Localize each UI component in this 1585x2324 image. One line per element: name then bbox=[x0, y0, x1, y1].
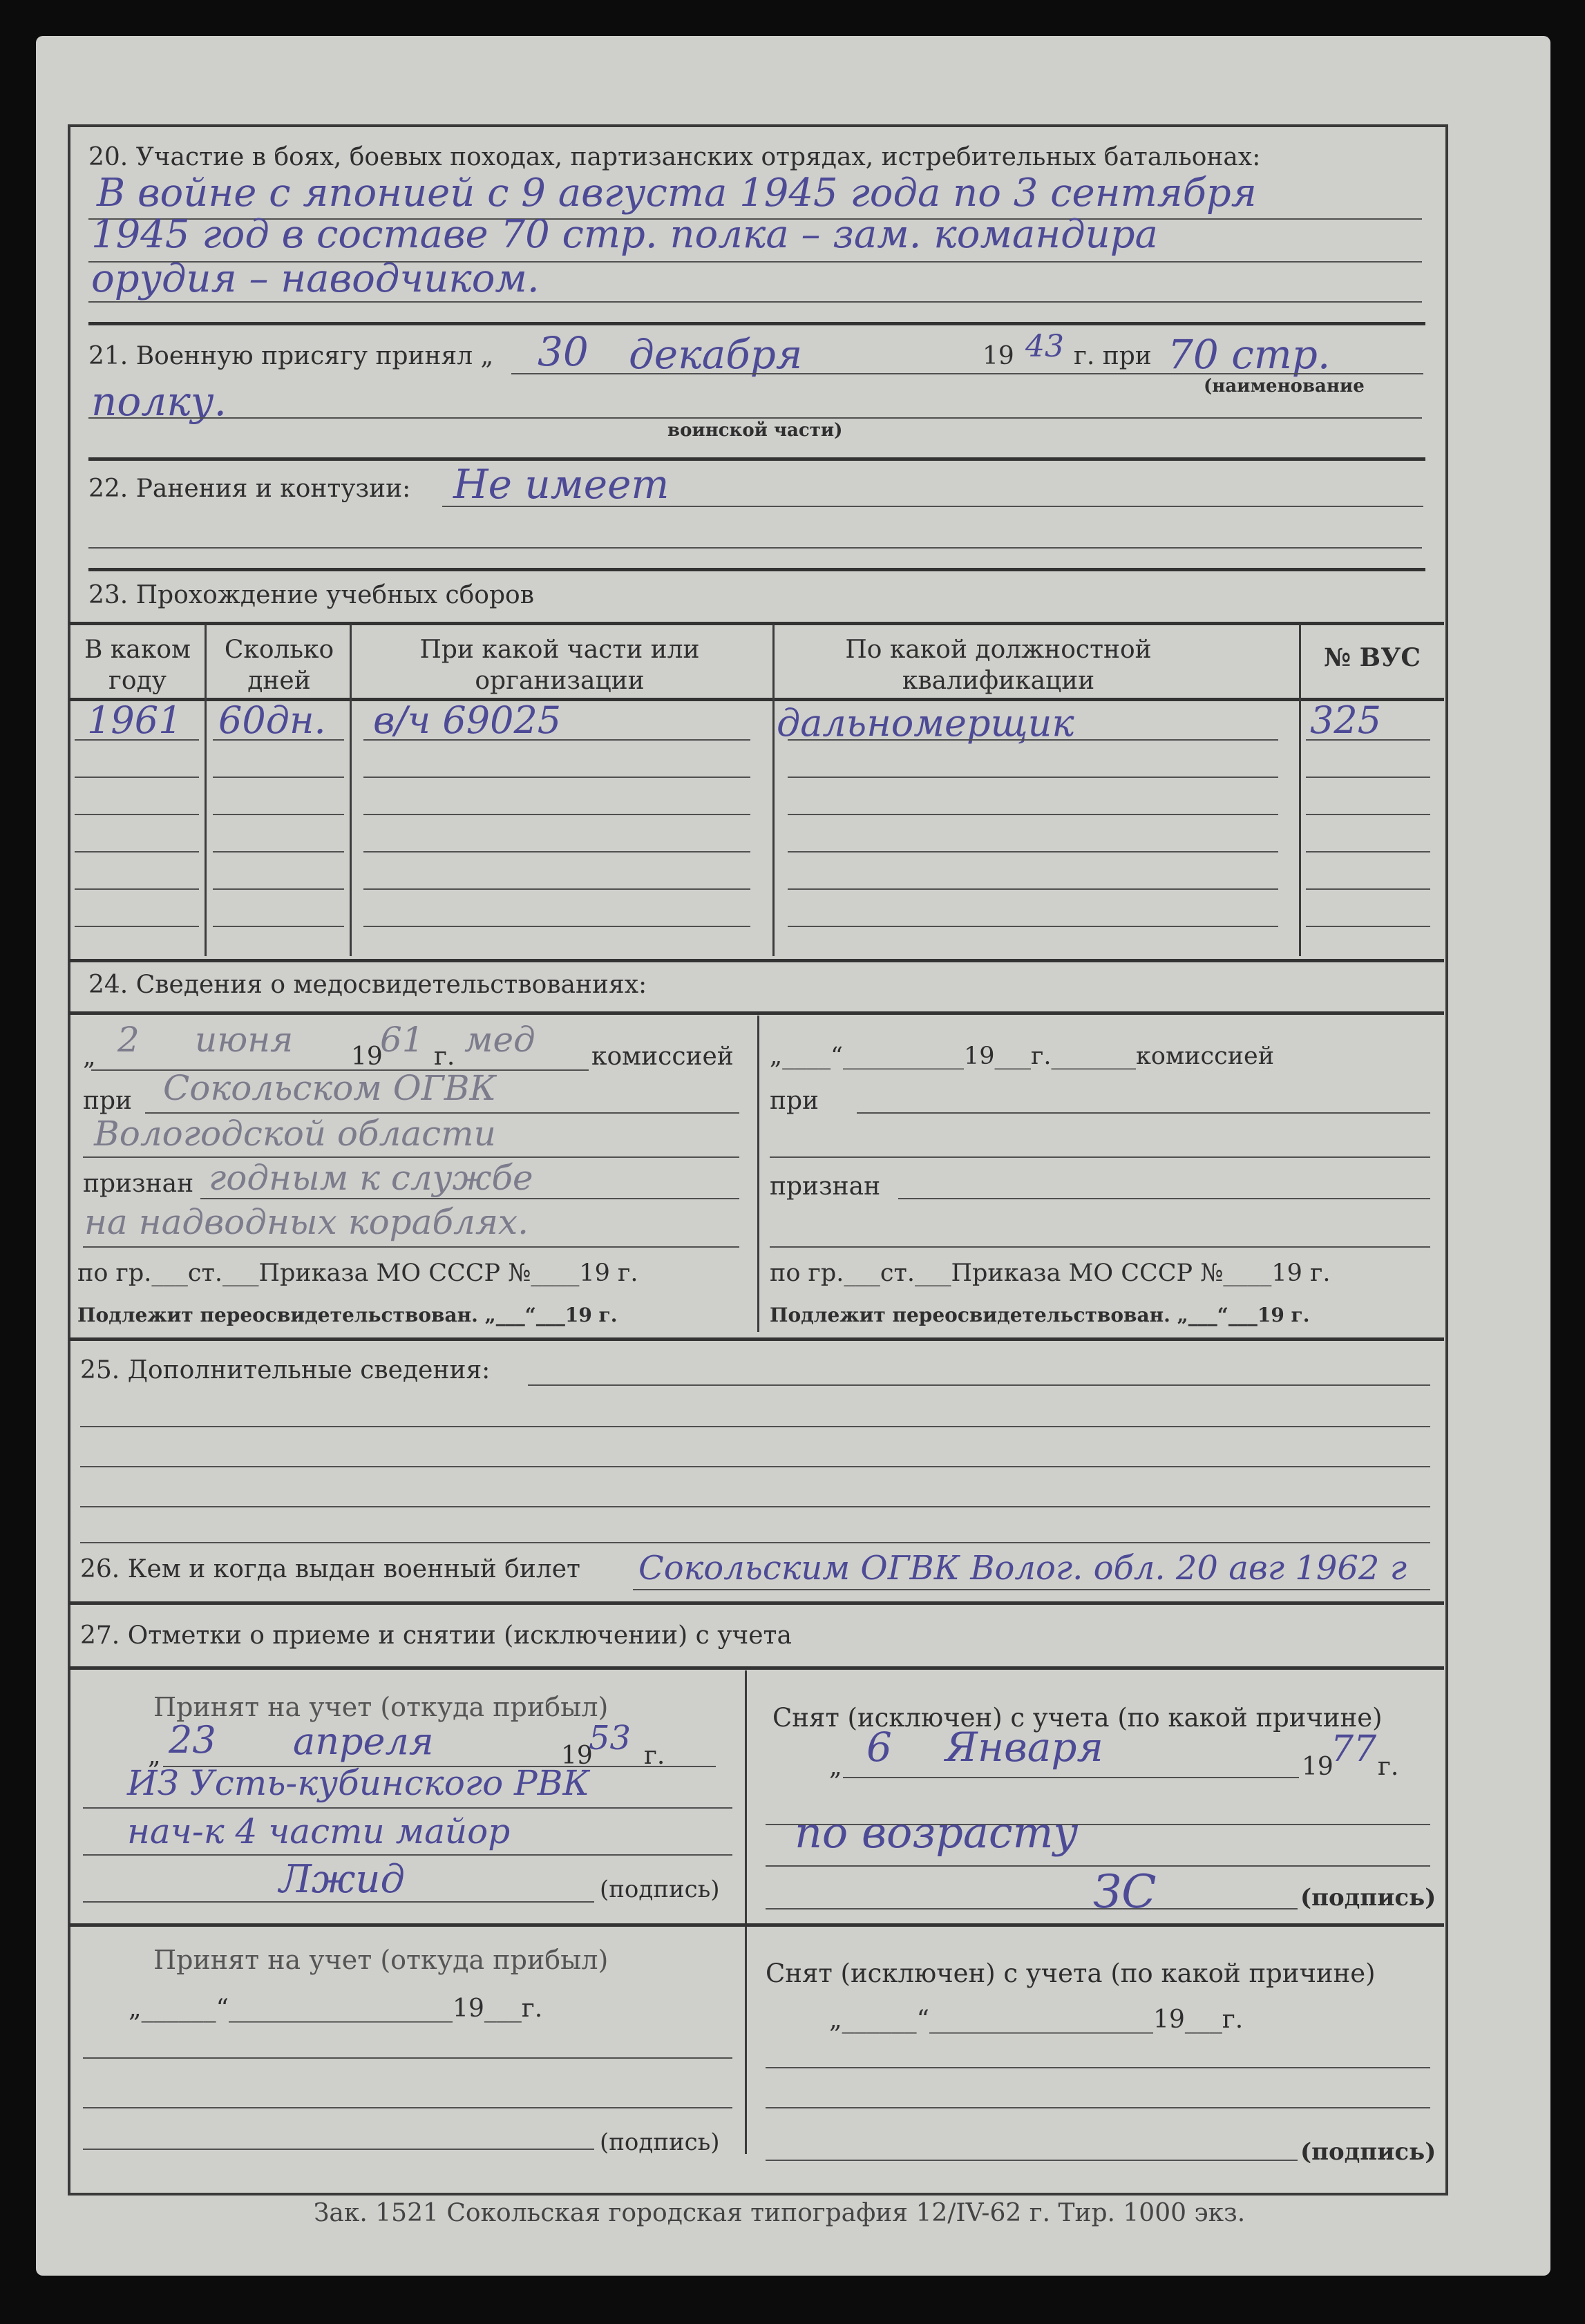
rule bbox=[80, 1426, 1430, 1427]
s23-col-year: В каком году bbox=[84, 636, 191, 695]
s27-rem1-day: 6 bbox=[866, 1724, 892, 1771]
s27-acc1-sig: Лжид bbox=[279, 1857, 405, 1902]
s27-acc1-day: 23 bbox=[169, 1718, 216, 1762]
s26-label: 26. Кем и когда выдан военный билет bbox=[80, 1555, 580, 1583]
rule bbox=[442, 506, 1423, 507]
rule bbox=[363, 739, 750, 741]
s27-rem1-month: Января bbox=[945, 1724, 1103, 1771]
col-divider bbox=[1299, 625, 1301, 956]
s21-g-pri: г. при bbox=[1074, 342, 1152, 370]
s24-left-day: 2 bbox=[117, 1020, 140, 1060]
s24-right-podlezhit: Подлежит переосвидетельствован. „___“___19 г. bbox=[770, 1304, 1310, 1326]
s27-rem1-g: г. bbox=[1378, 1753, 1399, 1781]
s24-label: 24. Сведения о медосвидетельствованиях: bbox=[88, 971, 647, 999]
rule bbox=[1306, 739, 1430, 741]
rule bbox=[88, 301, 1422, 303]
s24-left-priznan-val1: годным к службе bbox=[209, 1158, 533, 1198]
rule bbox=[857, 1112, 1430, 1114]
s23-col-days: Сколько дней bbox=[224, 636, 334, 695]
section-divider bbox=[69, 1923, 1444, 1927]
s27-acc1-line2: нач-к 4 части майор bbox=[127, 1811, 511, 1851]
s27-rem2-header: Снят (исключен) с учета (по какой причине) bbox=[766, 1959, 1376, 1988]
rule bbox=[770, 1246, 1430, 1248]
s21-label: 21. Военную присягу принял „ bbox=[88, 342, 494, 370]
rule bbox=[788, 926, 1278, 927]
s27-acc1-header: Принят на учет (откуда прибыл) bbox=[153, 1692, 609, 1722]
s20-line2: 1945 год в составе 70 стр. полка – зам. командира bbox=[91, 212, 1158, 257]
rule bbox=[1306, 777, 1430, 778]
col-divider bbox=[745, 1670, 747, 2154]
quote-mark: „ bbox=[83, 1042, 96, 1071]
s21-unit1: 70 стр. bbox=[1168, 331, 1331, 378]
rule bbox=[75, 851, 199, 853]
s20-line3: орудия – наводчиком. bbox=[91, 256, 540, 301]
s27-acc2-date: „______“__________________19___г. bbox=[129, 1994, 543, 2023]
s27-acc1-podpis: (подпись) bbox=[600, 1876, 720, 1903]
s24-right-line1: „____“__________19___г._______комиссией bbox=[770, 1042, 1275, 1070]
rule bbox=[788, 814, 1278, 815]
section-divider bbox=[88, 457, 1425, 461]
rule bbox=[633, 1589, 1430, 1590]
rule bbox=[213, 926, 344, 927]
s24-right-pri: при bbox=[770, 1087, 819, 1115]
rule bbox=[80, 1506, 1430, 1507]
s24-left-komissiey: комиссией bbox=[591, 1042, 734, 1071]
rule bbox=[75, 739, 199, 741]
s24-left-pri-val2: Вологодской области bbox=[94, 1114, 496, 1154]
s23-col-unit: При какой части или организации bbox=[419, 636, 700, 695]
rule bbox=[1306, 888, 1430, 890]
section-divider bbox=[69, 1011, 1444, 1015]
section-divider bbox=[69, 1666, 1444, 1670]
col-divider bbox=[205, 625, 207, 956]
quote-mark: „ bbox=[148, 1742, 161, 1770]
rule bbox=[788, 739, 1278, 741]
rule bbox=[766, 1908, 1298, 1909]
s20-label: 20. Участие в боях, боевых походах, партизанских отрядах, истребительных батальонах: bbox=[88, 143, 1261, 171]
s27-rem1-year: 77 bbox=[1331, 1728, 1377, 1770]
rule bbox=[83, 1854, 732, 1856]
s27-rem1-sig: ЗС bbox=[1093, 1865, 1157, 1918]
s27-rem2-date: „______“__________________19___г. bbox=[829, 2006, 1244, 2034]
section-divider bbox=[88, 322, 1425, 325]
rule bbox=[80, 1466, 1430, 1467]
rule bbox=[80, 1542, 1430, 1543]
rule bbox=[363, 851, 750, 853]
s24-right-prikaz: по гр.___ст.___Приказа МО СССР №____19 г. bbox=[770, 1259, 1331, 1287]
rule bbox=[363, 777, 750, 778]
s24-left-pri-val1: Сокольском ОГВК bbox=[163, 1068, 497, 1108]
rule bbox=[1306, 926, 1430, 927]
s24-left-g: г. bbox=[434, 1042, 455, 1071]
s23-row-year: 1961 bbox=[87, 698, 182, 742]
s22-value: Не имеет bbox=[453, 461, 670, 508]
s27-rem2-podpis: (подпись) bbox=[1300, 2138, 1436, 2166]
rule bbox=[363, 926, 750, 927]
rule bbox=[88, 547, 1422, 549]
rule bbox=[788, 851, 1278, 853]
rule bbox=[75, 926, 199, 927]
s27-acc1-month: апреля bbox=[293, 1720, 434, 1763]
rule bbox=[511, 373, 1423, 374]
s27-label: 27. Отметки о приеме и снятии (исключении) с учета bbox=[80, 1621, 792, 1650]
rule bbox=[1306, 851, 1430, 853]
rule bbox=[83, 1807, 732, 1809]
s27-rem1-yp: 19 bbox=[1302, 1753, 1334, 1781]
s24-left-year: 61 bbox=[380, 1020, 424, 1060]
col-divider bbox=[757, 1016, 759, 1332]
section-divider bbox=[88, 568, 1425, 571]
rule bbox=[770, 1156, 1430, 1158]
section-divider bbox=[69, 1337, 1444, 1341]
s24-left-yp: 19 bbox=[351, 1042, 383, 1071]
rule bbox=[1306, 814, 1430, 815]
s24-left-prikaz: по гр.___ст.___Приказа МО СССР №____19 г. bbox=[77, 1259, 638, 1287]
rule bbox=[83, 2149, 594, 2150]
s24-left-priznan-val2: на надводных кораблях. bbox=[84, 1202, 529, 1242]
s21-year: 43 bbox=[1025, 329, 1064, 364]
s21-year-prefix: 19 bbox=[983, 342, 1014, 370]
rule bbox=[88, 417, 1422, 419]
s27-acc2-header: Принят на учет (откуда прибыл) bbox=[153, 1945, 609, 1975]
rule bbox=[766, 2067, 1430, 2068]
s24-left-priznan: признан bbox=[83, 1170, 194, 1198]
rule bbox=[898, 1198, 1430, 1199]
rule bbox=[200, 1198, 739, 1199]
s24-right-priznan: признан bbox=[770, 1172, 881, 1201]
table-top bbox=[69, 622, 1444, 625]
s21-unit2: полку. bbox=[91, 378, 227, 425]
rule bbox=[75, 814, 199, 815]
rule bbox=[213, 888, 344, 890]
s23-row-vus: 325 bbox=[1310, 698, 1382, 742]
s27-acc2-podpis: (подпись) bbox=[600, 2128, 720, 2156]
s20-line1: В войне с японией с 9 августа 1945 года по 3 сентября bbox=[97, 171, 1257, 216]
s21-voinsk: воинской части) bbox=[667, 420, 843, 441]
s24-left-pri: при bbox=[83, 1087, 133, 1115]
s27-rem1-reason: по возрасту bbox=[795, 1807, 1079, 1858]
rule bbox=[528, 1384, 1430, 1386]
s27-acc1-yp: 19 bbox=[561, 1742, 593, 1770]
s25-label: 25. Дополнительные сведения: bbox=[80, 1356, 491, 1384]
rule bbox=[83, 1246, 739, 1248]
s27-rem1-podpis: (подпись) bbox=[1300, 1884, 1436, 1912]
s21-naim: (наименование bbox=[1204, 376, 1365, 397]
rule bbox=[788, 888, 1278, 890]
rule bbox=[766, 2107, 1430, 2108]
section-divider bbox=[69, 959, 1444, 962]
rule bbox=[83, 2057, 732, 2059]
rule bbox=[213, 814, 344, 815]
s23-col-qual: По какой должностной квалификации bbox=[845, 636, 1152, 695]
quote-mark: „ bbox=[829, 1753, 842, 1781]
rule bbox=[83, 2107, 732, 2108]
s23-row-qual: дальномерщик bbox=[777, 701, 1074, 745]
s23-col-vus: № ВУС bbox=[1324, 643, 1421, 672]
s27-acc1-year: 53 bbox=[589, 1719, 632, 1758]
s23-label: 23. Прохождение учебных сборов bbox=[88, 581, 534, 609]
rule bbox=[788, 777, 1278, 778]
rule bbox=[75, 777, 199, 778]
rule bbox=[213, 851, 344, 853]
col-divider bbox=[350, 625, 352, 956]
rule bbox=[843, 1777, 1299, 1778]
rule bbox=[766, 2160, 1298, 2161]
section-divider bbox=[69, 1601, 1444, 1605]
s23-row-days: 60дн. bbox=[218, 698, 326, 742]
s22-label: 22. Ранения и контузии: bbox=[88, 475, 411, 503]
rule bbox=[75, 888, 199, 890]
rule bbox=[213, 777, 344, 778]
s24-left-month: июня bbox=[195, 1020, 294, 1060]
s27-acc1-g: г. bbox=[644, 1742, 665, 1770]
s27-acc1-line1: ИЗ Усть-кубинского РВК bbox=[127, 1763, 590, 1803]
s27-rem1-header: Снят (исключен) с учета (по какой причине) bbox=[772, 1703, 1383, 1733]
s21-month: декабря bbox=[629, 331, 803, 378]
s21-day: 30 bbox=[538, 328, 589, 375]
s23-row-unit: в/ч 69025 bbox=[373, 698, 562, 742]
rule bbox=[83, 1901, 594, 1903]
printer-footer: Зак. 1521 Сокольская городская типография 12/IV-62 г. Тир. 1000 экз. bbox=[314, 2199, 1246, 2227]
col-divider bbox=[772, 625, 775, 956]
rule bbox=[213, 739, 344, 741]
s26-value: Сокольским ОГВК Волог. обл. 20 авг 1962 г bbox=[638, 1549, 1407, 1588]
rule bbox=[363, 888, 750, 890]
s24-left-com: мед bbox=[464, 1020, 535, 1060]
rule bbox=[363, 814, 750, 815]
s24-left-podlezhit: Подлежит переосвидетельствован. „___“___19 г. bbox=[77, 1304, 618, 1326]
